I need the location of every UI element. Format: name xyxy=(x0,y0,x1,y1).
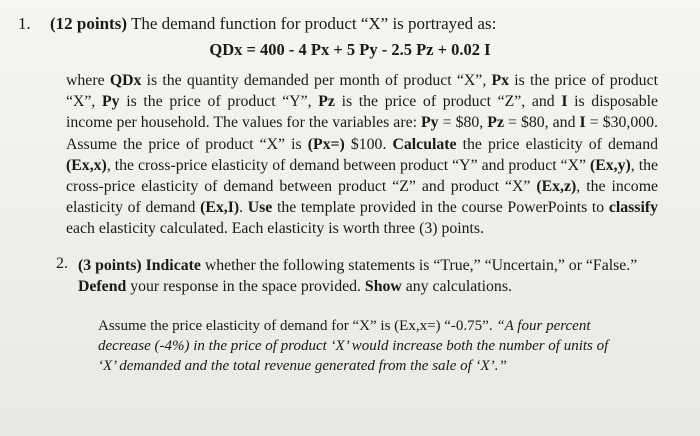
demand-equation: QDx = 400 - 4 Px + 5 Py - 2.5 Pz + 0.02 I xyxy=(209,40,491,59)
question-1-body-run: I xyxy=(579,114,586,132)
question-1-body xyxy=(66,70,658,240)
question-1-body-run: (Ex,y) xyxy=(589,156,631,174)
question-1-body-run: each elasticity calculated. Each elasticity is worth three (3) points. xyxy=(66,220,485,238)
question-1-body-run: the template provided in the course PowerPoints to xyxy=(272,199,609,217)
question-1-body-run: Py xyxy=(421,114,439,132)
question-1-body-run: $100. xyxy=(344,135,393,153)
question-2-statement xyxy=(98,316,618,376)
question-1-body-run: is the price of product “X”, xyxy=(66,72,658,111)
question-1-number: 1. xyxy=(18,14,31,33)
defend-keyword: Defend xyxy=(78,278,127,295)
indicate-keyword: Indicate xyxy=(145,257,201,274)
question-1-body-run: Py xyxy=(102,93,120,111)
question-2-text-1: whether the following statements is “True,” “Uncertain,” or “False.” xyxy=(200,257,638,274)
question-2-points: (3 points) xyxy=(78,257,142,274)
question-1-body-run: classify xyxy=(608,199,658,217)
question-1-body-run: (Ex,I) xyxy=(200,199,240,217)
question-2-number: 2. xyxy=(56,255,68,272)
question-1-body-run: Use xyxy=(247,199,273,217)
question-1-body-run: (Ex,z) xyxy=(536,178,577,196)
question-1-body-run: = $80, and xyxy=(503,114,580,132)
statement-lead: Assume the price elasticity of demand for “X” is (Ex,x=) “-0.75”. xyxy=(98,318,493,334)
question-1-heading xyxy=(50,14,670,34)
question-1-intro: The demand function for product “X” is portrayed as: xyxy=(130,14,497,33)
show-keyword: Show xyxy=(364,278,402,295)
question-1-body-run: is disposable income per household. The values for the variables are: xyxy=(66,93,658,132)
statement-quote: “A four percent decrease (-4%) in the price of product ‘X’ would increase both the number of units of ‘X’ demanded and the total revenue generated from the sale of ‘X’.” xyxy=(98,318,609,374)
question-1-body-run: . xyxy=(239,199,248,217)
question-1-body-run: where xyxy=(66,72,110,89)
question-2-text-3: any calculations. xyxy=(401,278,512,295)
question-1-body-run: = $30,000. Assume the price of product “X” is xyxy=(66,114,658,153)
question-1-body-run: (Px=) xyxy=(307,135,345,153)
question-1-body-run: I xyxy=(561,93,568,111)
question-1-body-run: is the price of product “Z”, and xyxy=(334,93,562,111)
question-1-body-run: Pz xyxy=(318,93,335,111)
question-2-text-2: your response in the space provided. xyxy=(126,278,365,295)
question-1-body-run: , the cross-price elasticity of demand between product “Y” and product “X” xyxy=(106,156,590,174)
question-1-body-run: Pz xyxy=(487,114,504,132)
question-1-body-run: Px xyxy=(491,72,510,89)
question-2-instructions xyxy=(78,255,663,297)
question-1-body-run: , the cross-price elasticity of demand between product “Z” and product “X” xyxy=(66,156,658,196)
question-1-body-run: QDx xyxy=(109,72,142,89)
question-1-body-run: is the quantity demanded per month of product “X”, xyxy=(141,72,492,89)
question-1-body-run: = $80, xyxy=(438,114,488,132)
question-1-body-run: , the income elasticity of demand xyxy=(66,178,658,217)
question-1-body-run: Calculate xyxy=(392,135,457,153)
question-1-body-run: (Ex,x) xyxy=(66,156,107,174)
question-1-body-run: is the price of product “Y”, xyxy=(119,93,319,111)
question-1-body-run: the price elasticity of demand xyxy=(456,135,658,153)
question-1-points: (12 points) xyxy=(50,14,127,33)
